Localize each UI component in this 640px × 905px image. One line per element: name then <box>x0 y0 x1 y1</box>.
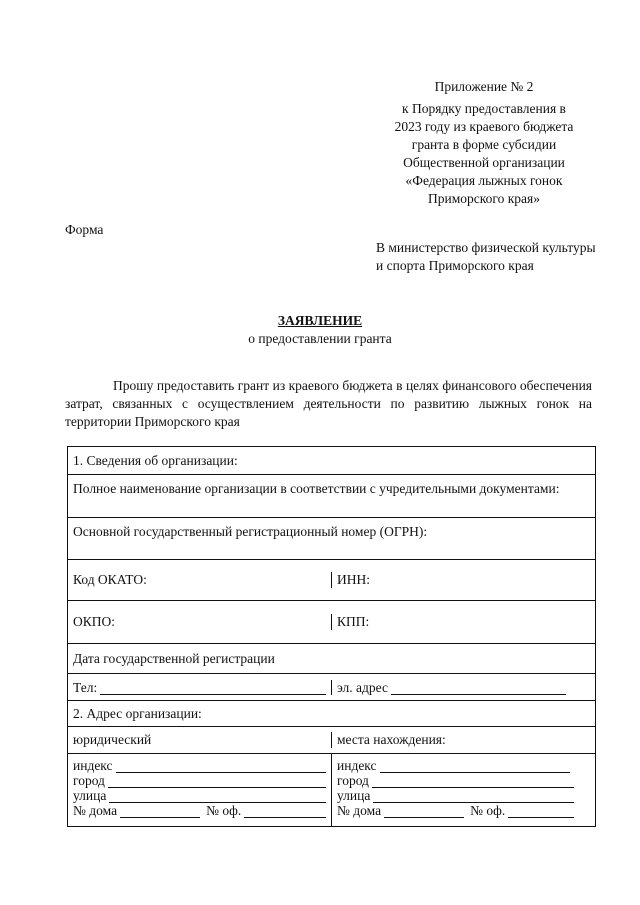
legal-address-heading: юридический <box>73 732 152 747</box>
table-row <box>68 673 595 700</box>
office-input-line[interactable] <box>244 805 326 818</box>
office-label: № оф. <box>206 803 242 818</box>
table-row <box>68 517 595 559</box>
city-label: город <box>337 773 369 788</box>
appendix-block <box>370 78 598 208</box>
actual-address-block <box>331 754 595 826</box>
email-input-line[interactable] <box>391 682 566 695</box>
table-row <box>68 726 595 753</box>
organization-info-table <box>67 446 596 827</box>
table-row <box>68 700 595 726</box>
email-label: эл. адрес <box>337 679 388 695</box>
phone-field[interactable] <box>68 680 331 695</box>
form-label: Форма <box>65 222 104 237</box>
index-label: индекс <box>73 758 113 773</box>
document-title: ЗАЯВЛЕНИЕ <box>277 313 363 328</box>
table-row <box>68 559 595 600</box>
appendix-line: Приморского края» <box>428 191 540 206</box>
okato-field[interactable]: Код ОКАТО: <box>73 572 147 587</box>
appendix-line: гранта в форме субсидии <box>411 137 557 152</box>
street-line[interactable] <box>337 788 590 803</box>
city-input-line[interactable] <box>108 775 326 788</box>
city-line[interactable] <box>73 773 326 788</box>
phone-label: Тел: <box>73 679 98 695</box>
street-label: улица <box>337 788 371 803</box>
office-label: № оф. <box>470 803 506 818</box>
appendix-line: 2023 году из краевого бюджета <box>394 119 574 134</box>
house-input-line[interactable] <box>120 805 200 818</box>
email-field[interactable] <box>331 680 595 695</box>
city-label: город <box>73 773 105 788</box>
index-input-line[interactable] <box>116 760 326 773</box>
actual-address-heading: места нахождения: <box>331 732 595 748</box>
street-input-line[interactable] <box>373 790 574 803</box>
table-row <box>68 643 595 673</box>
street-line[interactable] <box>73 788 326 803</box>
table-row <box>68 753 595 826</box>
appendix-title: Приложение № 2 <box>434 79 534 94</box>
street-label: улица <box>73 788 107 803</box>
index-input-line[interactable] <box>380 760 570 773</box>
appendix-line: «Федерация лыжных гонок <box>405 173 563 188</box>
table-row <box>68 474 595 517</box>
house-office-line[interactable] <box>337 803 590 818</box>
table-row <box>68 600 595 643</box>
phone-input-line[interactable] <box>100 682 326 695</box>
inn-field[interactable]: ИНН: <box>331 572 595 588</box>
house-label: № дома <box>337 803 382 818</box>
section-1-heading: 1. Сведения об организации: <box>73 452 238 468</box>
city-line[interactable] <box>337 773 590 788</box>
index-label: индекс <box>337 758 377 773</box>
kpp-field[interactable]: КПП: <box>331 614 595 630</box>
house-office-line[interactable] <box>73 803 326 818</box>
legal-address-block <box>68 754 331 826</box>
request-paragraph: Прошу предоставить грант из краевого бюджета в целях финансового обеспечения затрат, связанных с осуществлением деятельности по развитию лыжных гонок на территории Приморского края <box>65 378 592 429</box>
index-line[interactable] <box>337 758 590 773</box>
full-name-field[interactable]: Полное наименование организации в соответствии с учредительными документами: <box>73 481 560 496</box>
ogrn-field[interactable]: Основной государственный регистрационный номер (ОГРН): <box>73 524 428 539</box>
addressee: В министерство физической культуры и спорта Приморского края <box>376 240 596 273</box>
appendix-line: к Порядку предоставления в <box>402 101 566 116</box>
index-line[interactable] <box>73 758 326 773</box>
document-subtitle: о предоставлении гранта <box>248 331 392 346</box>
appendix-line: Общественной организации <box>403 155 565 170</box>
table-row <box>68 447 595 474</box>
street-input-line[interactable] <box>109 790 326 803</box>
city-input-line[interactable] <box>372 775 574 788</box>
house-label: № дома <box>73 803 118 818</box>
section-2-heading: 2. Адрес организации: <box>73 705 202 721</box>
house-input-line[interactable] <box>384 805 464 818</box>
okpo-field[interactable]: ОКПО: <box>73 614 116 629</box>
registration-date-field[interactable]: Дата государственной регистрации <box>73 650 275 666</box>
office-input-line[interactable] <box>508 805 574 818</box>
